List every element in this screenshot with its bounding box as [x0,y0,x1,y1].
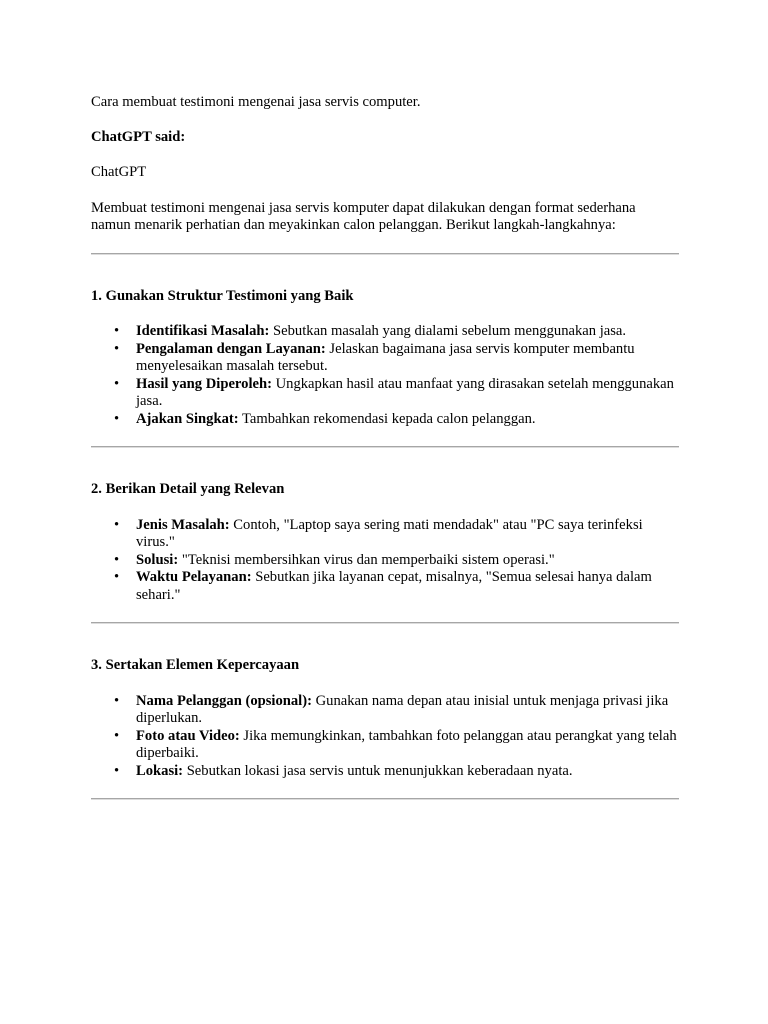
list-item [114,551,679,570]
bullet-icon: • [114,410,120,427]
list-item [114,340,679,376]
bullet-list [91,693,679,781]
item-label: Waktu Pelayanan: [136,569,252,585]
section-title: 1. Gunakan Struktur Testimoni yang Baik [91,287,354,304]
intro-paragraph: Membuat testimoni mengenai jasa servis komputer dapat dilakukan dengan format sederhana namun menarik perhatian dan meyakinkan calon pelanggan. Berikut langkah-langkahnya: [91,199,636,233]
item-label: Identifikasi Masalah: [136,323,270,339]
list-item [114,375,679,411]
section-3 [91,657,679,800]
user-prompt: Cara membuat testimoni mengenai jasa servis computer. [91,94,421,110]
item-text: Contoh, "Laptop saya sering mati mendadak" atau "PC saya terinfeksi virus." [136,516,643,550]
bullet-icon: • [114,516,120,533]
list-item [114,323,679,341]
section-2 [91,481,679,624]
item-text: Jika memungkinkan, tambahkan foto pelanggan atau perangkat yang telah diperbaiki. [136,727,677,761]
section-divider [91,446,679,448]
bullet-icon: • [114,569,120,585]
item-text: Ungkapkan hasil atau manfaat yang dirasakan setelah menggunakan jasa. [136,375,674,409]
list-item [114,569,679,604]
item-label: Jenis Masalah: [136,516,230,533]
list-item [114,692,679,728]
bullet-icon: • [114,323,120,339]
bullet-icon: • [114,375,120,392]
bullet-icon: • [114,692,120,709]
section-divider [91,798,679,800]
bullet-list [91,323,679,428]
item-label: Ajakan Singkat: [136,410,239,427]
list-item [114,762,679,781]
list-item [114,727,679,763]
item-label: Pengalaman dengan Layanan: [136,340,326,357]
list-item [114,516,679,552]
bullet-icon: • [114,551,120,568]
bullet-icon: • [114,340,120,357]
section-1 [91,288,679,449]
bullet-icon: • [114,727,120,744]
item-text: Sebutkan jika layanan cepat, misalnya, "Semua selesai hanya dalam sehari." [136,569,652,603]
section-divider [91,622,679,624]
response-author: ChatGPT [91,164,147,180]
document-page [91,94,679,800]
item-label: Lokasi: [136,762,184,779]
item-text: Tambahkan rekomendasi kepada calon pelanggan. [238,410,536,427]
section-title: 2. Berikan Detail yang Relevan [91,481,285,497]
section-title: 3. Sertakan Elemen Kepercayaan [91,657,300,673]
item-text: Sebutkan lokasi jasa servis untuk menunjukkan keberadaan nyata. [183,762,573,779]
item-text: "Teknisi membersihkan virus dan memperbaiki sistem operasi." [178,551,555,568]
bullet-list [91,517,679,605]
item-text: Jelaskan bagaimana jasa servis komputer membantu menyelesaikan masalah tersebut. [136,340,635,374]
item-label: Solusi: [136,551,179,568]
item-label: Hasil yang Diperoleh: [136,375,272,392]
list-item [114,410,679,429]
section-divider [91,253,679,255]
item-text: Sebutkan masalah yang dialami sebelum menggunakan jasa. [269,323,627,339]
response-header: ChatGPT said: [91,128,186,145]
item-label: Nama Pelanggan (opsional): [136,692,312,709]
item-text: Gunakan nama depan atau inisial untuk menjaga privasi jika diperlukan. [136,692,669,726]
bullet-icon: • [114,762,120,779]
item-label: Foto atau Video: [136,727,240,744]
